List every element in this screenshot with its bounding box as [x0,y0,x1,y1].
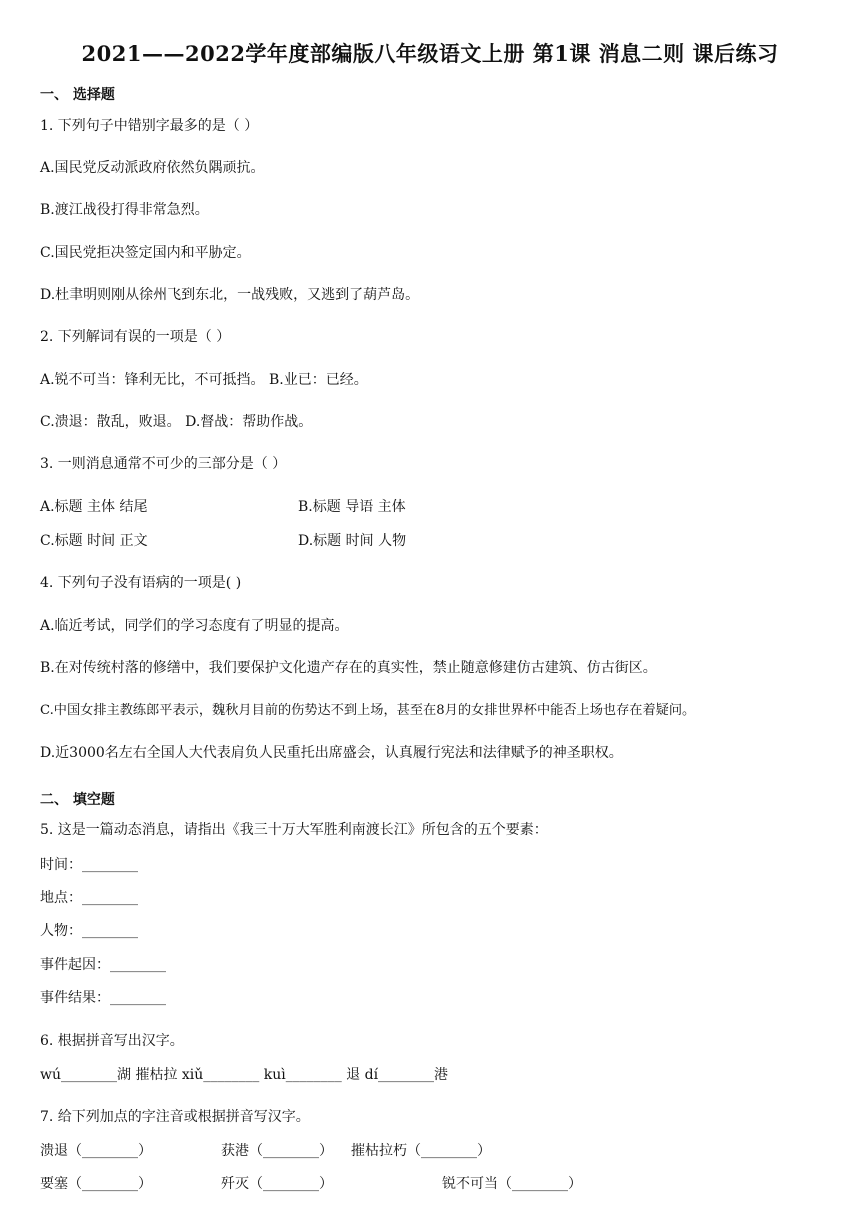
question-5-cause-blank: 事件起因：________ [40,957,166,973]
question-3-option-d: D.标题 时间 人物 [298,533,407,549]
question-4-option-d: D.近3000名左右全国人大代表肩负人民重托出席盛会，认真履行宪法和法律赋予的神圣职权。 [40,745,623,761]
question-5-stem: 5. 这是一篇动态消息，请指出《我三十万大军胜利南渡长江》所包含的五个要素： [40,822,548,838]
question-7-item-1: 溃退（________） [40,1143,152,1159]
question-1-option-c: C.国民党拒决签定国内和平胁定。 [40,245,251,261]
question-2-options-ab: A.锐不可当：锋利无比，不可抵挡。 B.业已：已经。 [40,372,368,388]
question-6-pinyin-line: wú________湖 摧枯拉 xiǔ________ kuì________ 退 dí________港 [40,1067,449,1083]
section-heading-fill: 二、 填空题 [40,792,115,808]
question-1-option-b: B.渡江战役打得非常急烈。 [40,202,209,218]
question-3-stem: 3. 一则消息通常不可少的三部分是（ ） [40,456,287,472]
page-title: 2021——2022学年度部编版八年级语文上册 第1课 消息二则 课后练习 [81,41,779,66]
question-6-stem: 6. 根据拼音写出汉字。 [40,1033,184,1049]
question-4-option-b: B.在对传统村落的修缮中，我们要保护文化遗产存在的真实性，禁止随意修建仿古建筑、仿古街区。 [40,660,657,676]
question-3-option-c: C.标题 时间 正文 [40,533,148,549]
question-7-item-4: 要塞（________） [40,1176,152,1192]
section-heading-choice: 一、 选择题 [40,87,115,103]
question-1-option-d: D.杜聿明则刚从徐州飞到东北，一战残败，又逃到了葫芦岛。 [40,287,420,303]
question-1-stem: 1. 下列句子中错别字最多的是（ ） [40,118,259,134]
question-5-place-blank: 地点：________ [40,890,138,906]
question-7-stem: 7. 给下列加点的字注音或根据拼音写汉字。 [40,1109,310,1125]
question-1-option-a: A.国民党反动派政府依然负隅顽抗。 [40,160,265,176]
question-7-item-3: 摧枯拉朽（________） [351,1143,491,1159]
question-3-option-a: A.标题 主体 结尾 [40,499,148,515]
question-2-stem: 2. 下列解词有误的一项是（ ） [40,329,231,345]
question-4-stem: 4. 下列句子没有语病的一项是( ) [40,575,242,591]
question-7-item-6: 锐不可当（________） [442,1176,582,1192]
question-2-options-cd: C.溃退：散乱，败退。 D.督战：帮助作战。 [40,414,313,430]
question-5-time-blank: 时间：________ [40,857,138,873]
question-7-item-2: 获港（________） [221,1143,333,1159]
question-7-item-5: 歼灭（________） [221,1176,333,1192]
question-4-option-a: A.临近考试，同学们的学习态度有了明显的提高。 [40,618,349,634]
question-5-result-blank: 事件结果：________ [40,990,166,1006]
question-4-option-c: C.中国女排主教练郎平表示，魏秋月目前的伤势达不到上场，甚至在8月的女排世界杯中能否上场也存在着疑问。 [40,703,696,718]
question-3-option-b: B.标题 导语 主体 [298,499,406,515]
question-5-people-blank: 人物：________ [40,923,138,939]
